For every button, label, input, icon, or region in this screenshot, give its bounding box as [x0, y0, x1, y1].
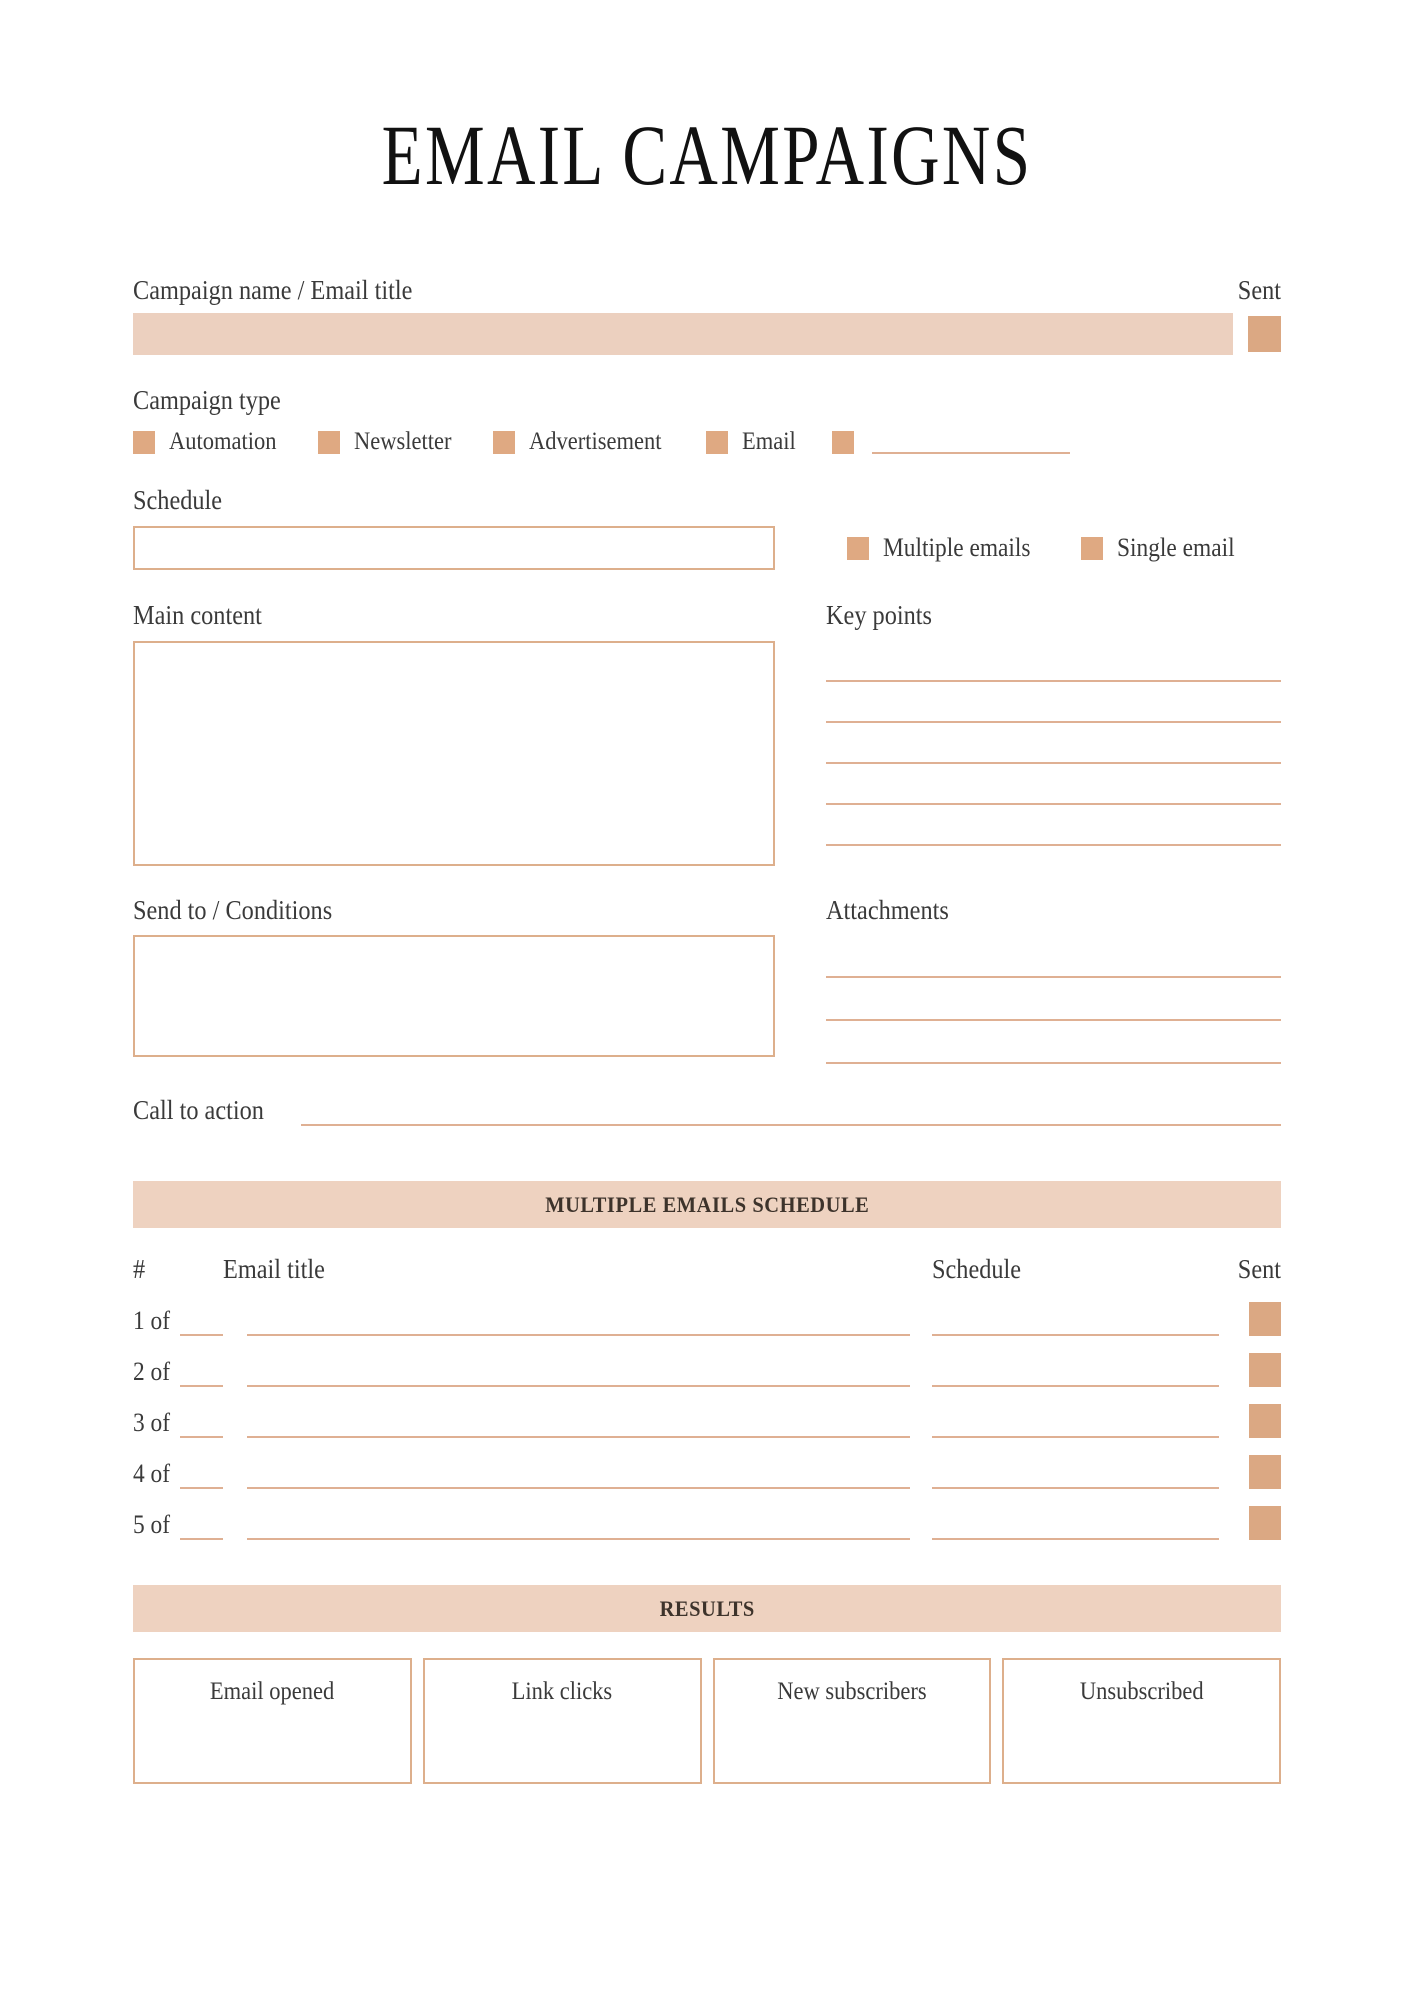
row-sent-checkbox[interactable]	[1249, 1353, 1281, 1387]
attachment-line[interactable]	[826, 978, 1281, 1021]
campaign-type-option-advertisement[interactable]	[493, 428, 676, 456]
checkbox-icon[interactable]	[318, 431, 340, 454]
checkbox-icon[interactable]	[847, 537, 869, 560]
campaign-type-options	[133, 428, 1281, 456]
result-box-label: Unsubscribed	[1079, 1678, 1204, 1706]
checkbox-icon[interactable]	[832, 431, 854, 454]
schedule-row	[133, 526, 1281, 570]
multiple-emails-schedule-banner	[133, 1181, 1281, 1228]
results-grid	[133, 1658, 1281, 1784]
row-number-label: 5 of	[133, 1510, 171, 1540]
key-points-line[interactable]	[826, 805, 1281, 846]
row-email-title-input[interactable]	[247, 1305, 910, 1336]
result-box-label: Link clicks	[511, 1678, 613, 1706]
row-number-cell	[133, 1510, 223, 1540]
row-number-cell	[133, 1306, 223, 1336]
main-content-section	[133, 601, 775, 866]
row-number-cell	[133, 1459, 223, 1489]
column-header-schedule	[932, 1254, 1219, 1285]
row-number-label: 4 of	[133, 1459, 171, 1489]
column-header-email-title	[223, 1254, 932, 1285]
result-box-label: New subscribers	[777, 1678, 927, 1706]
multiple-emails-schedule-table	[133, 1254, 1281, 1540]
column-header-number	[133, 1254, 223, 1285]
column-header-sent	[1219, 1254, 1281, 1285]
campaign-type-option-automation[interactable]	[133, 428, 288, 456]
row-total-input[interactable]	[180, 1518, 223, 1540]
key-points-line[interactable]	[826, 641, 1281, 682]
page-title: EMAIL CAMPAIGNS	[381, 107, 1033, 203]
row-sent-cell	[1241, 1404, 1281, 1438]
attachments-section	[826, 896, 1281, 1065]
row-number-label: 3 of	[133, 1408, 171, 1438]
row-number-cell	[133, 1357, 223, 1387]
result-box-label: Email opened	[210, 1678, 335, 1706]
send-to-input[interactable]	[133, 935, 775, 1057]
schedule-label: Schedule	[133, 485, 223, 516]
column-header-sent-text: Sent	[1237, 1254, 1281, 1285]
row-sent-cell	[1241, 1455, 1281, 1489]
checkbox-icon[interactable]	[1081, 537, 1103, 560]
attachments-label: Attachments	[826, 894, 949, 925]
campaign-type-section	[133, 386, 1281, 457]
campaign-type-label: Campaign type	[133, 384, 281, 415]
row-schedule-input[interactable]	[932, 1305, 1219, 1336]
call-to-action-label: Call to action	[133, 1095, 264, 1126]
schedule-option-label: Single email	[1116, 533, 1235, 563]
campaign-type-option-label: Advertisement	[528, 428, 662, 456]
row-schedule-input[interactable]	[932, 1356, 1219, 1387]
schedule-section	[133, 486, 1281, 570]
row-schedule-input[interactable]	[932, 1509, 1219, 1540]
row-sent-checkbox[interactable]	[1249, 1404, 1281, 1438]
campaign-type-option-email[interactable]	[706, 428, 802, 456]
banner-title: MULTIPLE EMAILS SCHEDULE	[544, 1191, 870, 1217]
row-email-title-input[interactable]	[247, 1458, 910, 1489]
schedule-option-multiple-emails[interactable]	[847, 533, 1047, 563]
row-schedule-input[interactable]	[932, 1407, 1219, 1438]
campaign-name-header	[133, 276, 1281, 306]
row-email-title-input[interactable]	[247, 1407, 910, 1438]
call-to-action-input[interactable]	[301, 1098, 1281, 1126]
sent-label: Sent	[1237, 275, 1281, 305]
attachment-line[interactable]	[826, 935, 1281, 978]
row-email-title-input[interactable]	[247, 1509, 910, 1540]
row-total-input[interactable]	[180, 1365, 223, 1387]
send-to-and-attachments	[133, 896, 1281, 1065]
table-row	[133, 1404, 1281, 1438]
campaign-type-option-label: Email	[741, 428, 796, 456]
row-number-cell	[133, 1408, 223, 1438]
main-content-and-key-points	[133, 601, 1281, 866]
row-sent-cell	[1241, 1353, 1281, 1387]
attachments-lines	[826, 935, 1281, 1064]
row-total-input[interactable]	[180, 1416, 223, 1438]
campaign-type-option-label: Newsletter	[354, 428, 452, 456]
key-points-line[interactable]	[826, 764, 1281, 805]
row-total-input[interactable]	[180, 1314, 223, 1336]
row-schedule-input[interactable]	[932, 1458, 1219, 1489]
table-row	[133, 1455, 1281, 1489]
row-number-label: 1 of	[133, 1306, 171, 1336]
result-box-unsubscribed[interactable]	[1002, 1658, 1281, 1784]
table-row	[133, 1506, 1281, 1540]
result-box-email-opened[interactable]	[133, 1658, 412, 1784]
row-sent-cell	[1241, 1506, 1281, 1540]
result-box-link-clicks[interactable]	[423, 1658, 702, 1784]
campaign-name-input[interactable]	[133, 313, 1233, 355]
campaign-name-label: Campaign name / Email title	[133, 275, 413, 305]
checkbox-icon[interactable]	[706, 431, 728, 454]
table-row	[133, 1302, 1281, 1336]
main-content-label: Main content	[133, 600, 262, 631]
campaign-type-option-other[interactable]	[832, 431, 854, 454]
column-header-number-text: #	[133, 1254, 146, 1285]
checkbox-icon[interactable]	[493, 431, 515, 454]
column-header-email-title-text: Email title	[223, 1254, 325, 1285]
campaign-type-option-newsletter[interactable]	[318, 428, 462, 456]
schedule-options	[847, 533, 1248, 563]
results-banner	[133, 1585, 1281, 1632]
main-content-input[interactable]	[133, 641, 775, 866]
schedule-option-label: Multiple emails	[883, 533, 1031, 563]
row-total-input[interactable]	[180, 1467, 223, 1489]
key-points-label: Key points	[826, 600, 932, 631]
row-sent-checkbox[interactable]	[1249, 1302, 1281, 1336]
column-header-schedule-text: Schedule	[932, 1254, 1022, 1285]
table-header-row	[133, 1254, 1281, 1285]
key-points-section	[826, 601, 1281, 866]
banner-title: RESULTS	[659, 1595, 755, 1621]
row-number-label: 2 of	[133, 1357, 171, 1387]
row-sent-cell	[1241, 1302, 1281, 1336]
campaign-name-row	[133, 313, 1281, 355]
row-sent-checkbox[interactable]	[1249, 1506, 1281, 1540]
send-to-label: Send to / Conditions	[133, 894, 333, 925]
send-to-section	[133, 896, 775, 1065]
campaign-sent-checkbox[interactable]	[1248, 316, 1281, 352]
result-box-new-subscribers[interactable]	[713, 1658, 992, 1784]
row-sent-checkbox[interactable]	[1249, 1455, 1281, 1489]
key-points-line[interactable]	[826, 682, 1281, 723]
row-email-title-input[interactable]	[247, 1356, 910, 1387]
key-points-line[interactable]	[826, 723, 1281, 764]
key-points-lines	[826, 641, 1281, 846]
schedule-input[interactable]	[133, 526, 775, 570]
call-to-action-section	[133, 1096, 1281, 1126]
attachment-line[interactable]	[826, 1021, 1281, 1064]
campaign-type-option-label: Automation	[169, 428, 277, 456]
checkbox-icon[interactable]	[133, 431, 155, 454]
table-row	[133, 1353, 1281, 1387]
schedule-option-single-email[interactable]	[1081, 533, 1248, 563]
campaign-type-other-input[interactable]	[872, 430, 1070, 454]
